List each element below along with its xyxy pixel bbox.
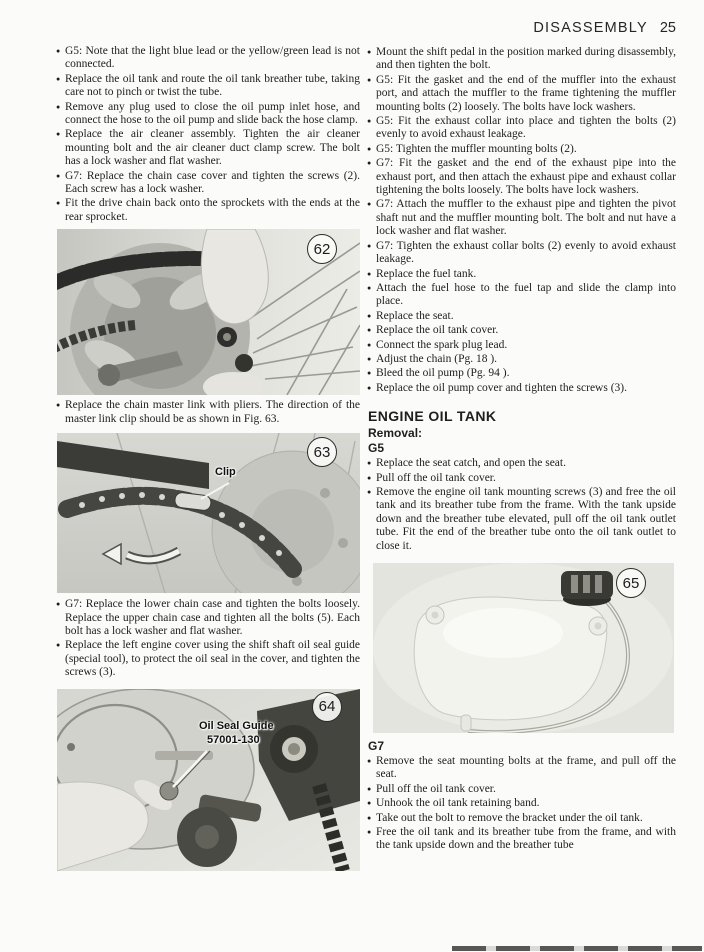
bullet-item: ● G7: Attach the muffler to the exhaust pipe and tighten the pivot shaft nut and the muffler mounting bolt. The bolt and nut have a lock washer and flat washer. — [368, 198, 676, 238]
bullet-item: ● Replace the oil pump cover and tighten the screws (3). — [368, 382, 676, 395]
bullet-item: ● G5: Fit the exhaust collar into place and tighten the bolts (2) evenly to avoid exhaust leakage. — [368, 115, 676, 142]
bullet-item: ● Remove the seat mounting bolts at the frame, and pull off the seat. — [368, 755, 676, 782]
bullet-item: ● Mount the shift pedal in the position marked during disassembly, and then tighten the bolt. — [368, 46, 676, 73]
tool-name-label: Oil Seal Guide — [199, 719, 274, 732]
figure-number: 62 — [313, 240, 331, 258]
page-number: 25 — [659, 20, 676, 36]
bullet-item: ● G7: Replace the lower chain case and tighten the bolts loosely. Replace the upper chain case and tighten all the bolts (5). Each bolt has a lock washer and flat washer. — [57, 598, 360, 638]
bullet-item: ● Replace the fuel tank. — [368, 268, 676, 281]
bullet-item: ● Replace the oil tank and route the oil tank breather tube, taking care not to pinch or twist the tube. — [57, 73, 360, 100]
bullet-item: ● Take out the bolt to remove the bracket under the oil tank. — [368, 812, 676, 825]
bullet-item: ● G5: Fit the gasket and the end of the muffler into the exhaust port, and attach the muffler to the frame tightening the muffler mounting bolts (2) loosely. The bolts have lock washers. — [368, 74, 676, 114]
left-column — [57, 45, 360, 871]
bullet-item: ● G7: Tighten the exhaust collar bolts (2) evenly to avoid exhaust leakage. — [368, 240, 676, 267]
outlet-fitting — [461, 715, 471, 731]
figure-number: 64 — [318, 698, 336, 716]
bullet-item: ● G7: Fit the gasket and the end of the exhaust pipe into the exhaust port, and then attach the exhaust pipe and exhaust collar tightening the bolts loosely. The bolts have lock washers. — [368, 157, 676, 197]
figure-64-photo — [57, 689, 360, 871]
figure-65-photo — [373, 563, 674, 733]
figure-62-photo — [57, 229, 360, 395]
figure-number: 63 — [313, 443, 331, 461]
bullet-item: ● Remove any plug used to close the oil pump inlet hose, and connect the hose to the oil pump and slide back the hose clamp. — [57, 101, 360, 128]
figure-63-photo — [57, 433, 360, 593]
bullet-item: ● Replace the seat. — [368, 310, 676, 323]
figure-number: 65 — [622, 574, 640, 592]
bullet-item: ● Fit the drive chain back onto the sprockets with the ends at the rear sprocket. — [57, 197, 360, 224]
clip-label: Clip — [215, 466, 236, 479]
bullet-item: ● Bleed the oil pump (Pg. 94 ). — [368, 367, 676, 380]
bullet-item: ● Replace the chain master link with pliers. The direction of the master link clip should be as shown in Fig. 63. — [57, 399, 360, 426]
scan-artifact-bar — [452, 946, 702, 951]
bullet-item: ● Attach the fuel hose to the fuel tap and slide the clamp into place. — [368, 282, 676, 309]
bullet-item: ● Adjust the chain (Pg. 18 ). — [368, 353, 676, 366]
model-g7-label: G7 — [368, 739, 385, 753]
page-header — [533, 20, 676, 36]
bullet-item: ● Replace the seat catch, and open the seat. — [368, 457, 676, 470]
filler-cap — [561, 571, 613, 606]
bullet-item: ● G5: Note that the light blue lead or the yellow/green lead is not connected. — [57, 45, 360, 72]
right-column — [368, 46, 676, 854]
tool-number-label: 57001-130 — [207, 733, 260, 746]
bullet-item: ● Remove the engine oil tank mounting screws (3) and free the oil tank and its breather tube from the frame. With the tank upside down and the breather tube elevated, pull off the oil tank outlet tube. Fit the end of the breather tube onto the oil tank outlet to close it. — [368, 486, 676, 553]
model-g5-label: G5 — [368, 441, 385, 456]
bullet-item: ● Connect the spark plug lead. — [368, 339, 676, 352]
bullet-item: ● G7: Replace the chain case cover and tighten the screws (2). Each screw has a lock washer. — [57, 170, 360, 197]
bullet-item: ● Pull off the oil tank cover. — [368, 472, 676, 485]
bullet-item: ● Unhook the oil tank retaining band. — [368, 797, 676, 810]
bullet-item: ● Free the oil tank and its breather tube from the frame, and with the tank upside down and the breather tube — [368, 826, 676, 853]
bullet-item: ● Replace the left engine cover using the shift shaft oil seal guide (special tool), to protect the oil seal in the cover, and tighten the screws (3). — [57, 639, 360, 679]
figure-number-badge — [616, 568, 646, 598]
figure-number-badge — [312, 692, 342, 722]
section-heading: ENGINE OIL TANK — [368, 408, 497, 425]
bullet-item: ● Replace the oil tank cover. — [368, 324, 676, 337]
section-title: DISASSEMBLY — [533, 20, 648, 36]
bullet-item: ● Pull off the oil tank cover. — [368, 783, 676, 796]
bullet-item: ● Replace the air cleaner assembly. Tighten the air cleaner mounting bolt and the air cleaner duct clamp screw. The bolt has a lock washer and flat washer. — [57, 128, 360, 168]
removal-subheading: Removal: — [368, 426, 423, 441]
figure-number-badge — [307, 437, 337, 467]
bullet-item: ● G5: Tighten the muffler mounting bolts (2). — [368, 143, 676, 156]
